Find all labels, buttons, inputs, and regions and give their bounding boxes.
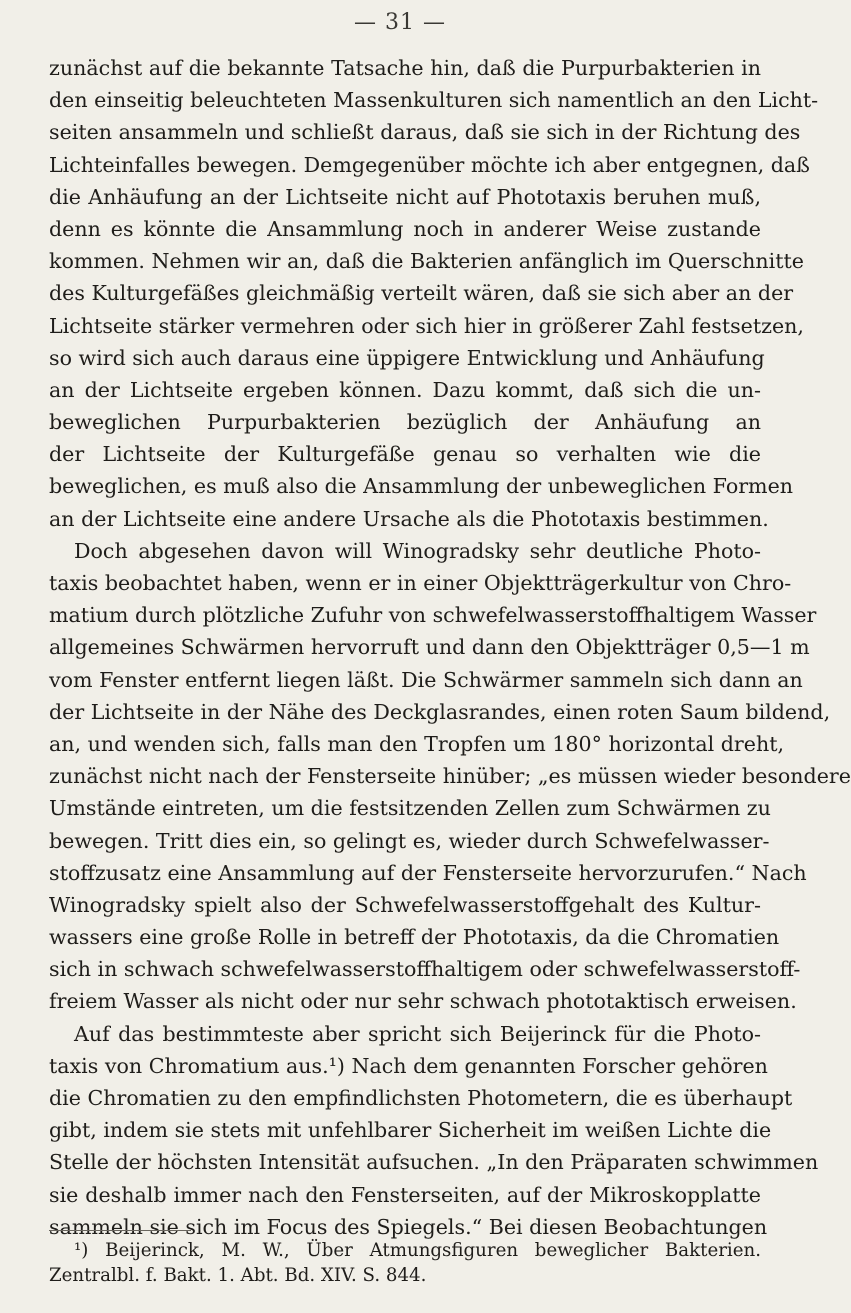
text-line: Lichteinfalles bewegen. Demgegenüber möchte ich aber entgegnen, daß xyxy=(49,152,810,177)
text-line: Umstände eintreten, um die festsitzenden Zellen zum Schwärmen zu xyxy=(49,796,771,821)
text-line: zunächst nicht nach der Fensterseite hinüber; „es müssen wieder besondere xyxy=(49,764,851,789)
text-line: der Lichtseite der Kulturgefäße genau so verhalten wie die xyxy=(49,442,761,467)
text-line: Winogradsky spielt also der Schwefelwasserstoffgehalt des Kultur- xyxy=(49,892,761,917)
text-line: des Kulturgefäßes gleichmäßig verteilt wären, daß sie sich aber an der xyxy=(49,281,794,306)
text-line: wassers eine große Rolle in betreff der Phototaxis, da die Chromatien xyxy=(49,925,780,950)
text-line: an der Lichtseite eine andere Ursache als die Phototaxis bestimmen. xyxy=(49,506,769,531)
text-line: kommen. Nehmen wir an, daß die Bakterien anfänglich im Querschnitte xyxy=(49,249,804,274)
text-line: Lichtseite stärker vermehren oder sich hier in größerer Zahl festsetzen, xyxy=(49,313,804,338)
text-line: matium durch plötzliche Zufuhr von schwefelwasserstoffhaltigem Wasser xyxy=(49,603,817,628)
text-line: die Chromatien zu den empfindlichsten Photometern, die es überhaupt xyxy=(49,1086,793,1110)
text-line: taxis von Chromatium aus.¹) Nach dem genannten Forscher gehören xyxy=(49,1053,768,1078)
footnote-line: Zentralbl. f. Bakt. 1. Abt. Bd. XIV. S. 844. xyxy=(49,1265,427,1286)
text-line: seiten ansammeln und schließt daraus, daß sie sich in der Richtung des xyxy=(49,120,801,145)
text-line: bewegen. Tritt dies ein, so gelingt es, wieder durch Schwefelwasser- xyxy=(49,828,770,853)
footnote-divider xyxy=(49,1230,191,1231)
text-line: der Lichtseite in der Nähe des Deckglasrandes, einen roten Saum bildend, xyxy=(49,699,831,724)
body-text xyxy=(49,52,851,1243)
text-line: beweglichen, es muß also die Ansammlung der unbeweglichen Formen xyxy=(49,474,794,499)
text-line: sammeln sie sich im Focus des Spiegels.“ Bei diesen Beobachtungen xyxy=(49,1214,768,1239)
page-number: — 31 — xyxy=(354,10,446,35)
text-line: gibt, indem sie stets mit unfehlbarer Sicherheit im weißen Lichte die xyxy=(49,1118,772,1143)
text-line: beweglichen Purpurbakterien bezüglich der Anhäufung an xyxy=(49,410,761,435)
text-line: vom Fenster entfernt liegen läßt. Die Schwärmer sammeln sich dann an xyxy=(49,667,803,692)
text-line: zunächst auf die bekannte Tatsache hin, daß die Purpurbakterien in xyxy=(49,56,761,80)
text-line: Stelle der höchsten Intensität aufsuchen. „In den Präparaten schwimmen xyxy=(49,1150,819,1175)
text-line: die Anhäufung an der Lichtseite nicht auf Phototaxis beruhen muß, xyxy=(49,184,761,209)
text-line: an der Lichtseite ergeben können. Dazu kommt, daß sich die un- xyxy=(49,377,761,402)
footnote-line: ¹) Beijerinck, M. W., Über Atmungsfiguren beweglicher Bakterien. xyxy=(74,1240,761,1261)
text-line: stoffzusatz eine Ansammlung auf der Fensterseite hervorzurufen.“ Nach xyxy=(49,860,807,885)
text-line: allgemeines Schwärmen hervorruft und dann den Objektträger 0,5—1 m xyxy=(49,635,810,660)
text-line: sich in schwach schwefelwasserstoffhaltigem oder schwefelwasserstoff- xyxy=(49,957,801,982)
text-line: Doch abgesehen davon will Winogradsky sehr deutliche Photo- xyxy=(74,538,761,563)
text-line: denn es könnte die Ansammlung noch in anderer Weise zustande xyxy=(49,216,761,241)
text-line: taxis beobachtet haben, wenn er in einer Objektträgerkultur von Chro- xyxy=(49,571,792,595)
text-line: so wird sich auch daraus eine üppigere Entwicklung und Anhäufung xyxy=(49,345,765,370)
text-line: sie deshalb immer nach den Fensterseiten, auf der Mikroskopplatte xyxy=(49,1182,761,1207)
text-line: an, und wenden sich, falls man den Tropfen um 180° horizontal dreht, xyxy=(49,731,785,756)
footnote xyxy=(49,1238,761,1288)
text-line: freiem Wasser als nicht oder nur sehr schwach phototaktisch erweisen. xyxy=(49,989,797,1014)
text-line: Auf das bestimmteste aber spricht sich Beijerinck für die Photo- xyxy=(74,1021,761,1046)
text-line: den einseitig beleuchteten Massenkulturen sich namentlich an den Licht- xyxy=(49,88,819,113)
